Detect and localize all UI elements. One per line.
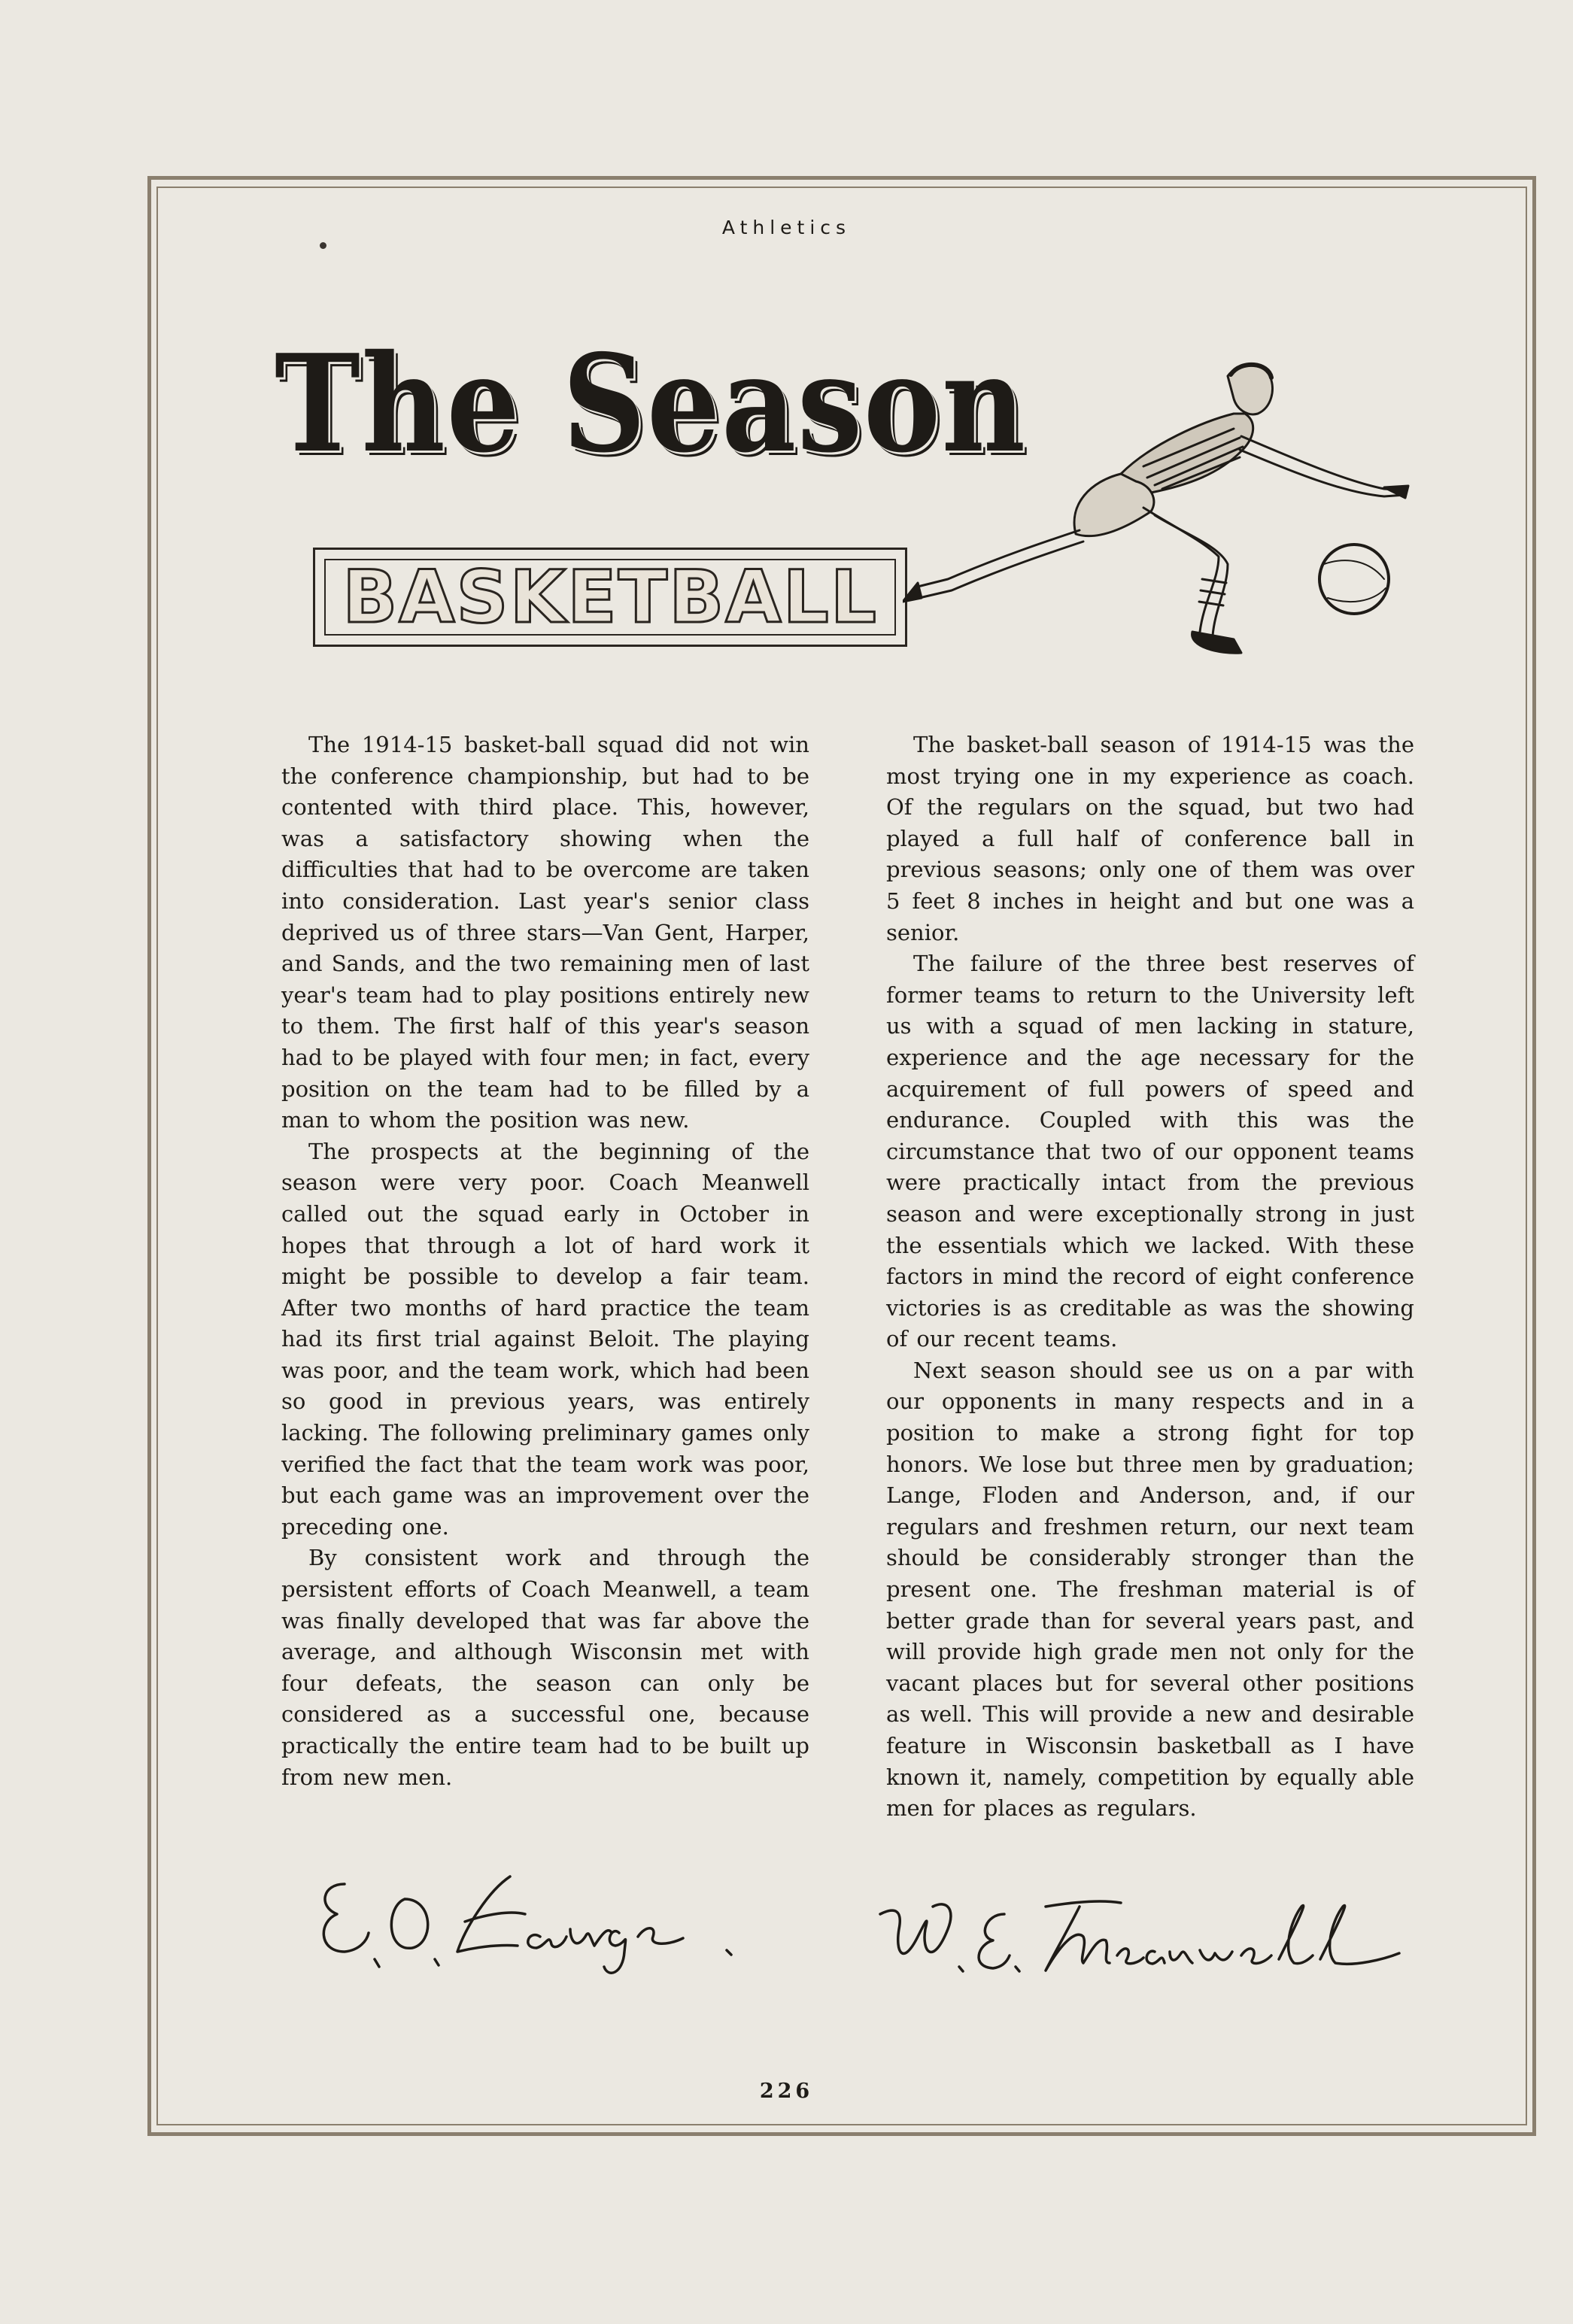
paragraph: By consistent work and through the persistent efforts of Coach Meanwell, a team was finally developed that was far above the average, and although Wisconsin met with four defeats, the season can only be considered as a successful one, because practically the entire team had to be built up from new men.: [281, 1545, 809, 1790]
ink-dot: [320, 242, 326, 249]
basketball-player-illustration: [903, 353, 1414, 684]
article-column-right: [886, 730, 1414, 1825]
paragraph: Next season should see us on a par with our opponents in many respects and in a position to make a strong fight for top honors. We lose but three men by graduation; Lange, Floden and Anderson, and, if our regulars and freshmen return, our next team should be considerably stronger than the present one. The freshman material is of better grade than for several years past, and will provide high grade men not only for the vacant places but for several other positions as well. This will provide a new and desirable feature in Wisconsin basketball as I have known it, namely, competition by equally able men for places as regulars.: [886, 1357, 1414, 1822]
paragraph: The basket-ball season of 1914-15 was the most trying one in my experience as coach. Of the regulars on the squad, but two had played a full half of conference ball in previous seasons; only one of them was over 5 feet 8 inches in height and but one was a senior.: [886, 732, 1414, 945]
signature-lange: [314, 1854, 803, 1982]
paragraph: The failure of the three best reserves of former teams to return to the University left us with a squad of men lacking in stature, experience and the age necessary for the acquirement of full powers of speed and endurance. Coupled with this was the circumstance that two of our opponent teams were practically intact from the previous season and were exceptionally strong in just the essentials which we lacked. With these factors in mind the record of eight conference victories is as creditable as was the showing of our recent teams.: [886, 951, 1414, 1352]
paragraph: The 1914-15 basket-ball squad did not win the conference championship, but had to be contented with third place. This, however, was a satisfactory showing when the difficulties that had to be overcome are taken into consideration. Last year's senior class deprived us of three stars—Van Gent, Harper, and Sands, and the two remaining men of last year's team had to play positions entirely new to them. The first half of this year's season had to be played with four men; in fact, every position on the team had to be filled by a man to whom the position was new.: [281, 732, 809, 1133]
banner-label: BASKETBALL: [342, 555, 878, 639]
page-title: The Season: [275, 325, 1027, 482]
article-column-left: [281, 730, 809, 1793]
page-number: 226: [759, 2080, 814, 2103]
signature-meanwell: [873, 1884, 1414, 1982]
paragraph: The prospects at the beginning of the season were very poor. Coach Meanwell called out the squad early in October in hopes that through a lot of hard work it might be possible to develop a fair team. After two months of hard practice the team had its first trial against Beloit. The playing was poor, and the team work, which had been so good in previous years, was entirely lacking. The following preliminary games only verified the fact that the team work was poor, but each game was an improvement over the preceding one.: [281, 1138, 809, 1540]
section-header: Athletics: [721, 217, 852, 238]
basketball-banner: [313, 548, 907, 647]
